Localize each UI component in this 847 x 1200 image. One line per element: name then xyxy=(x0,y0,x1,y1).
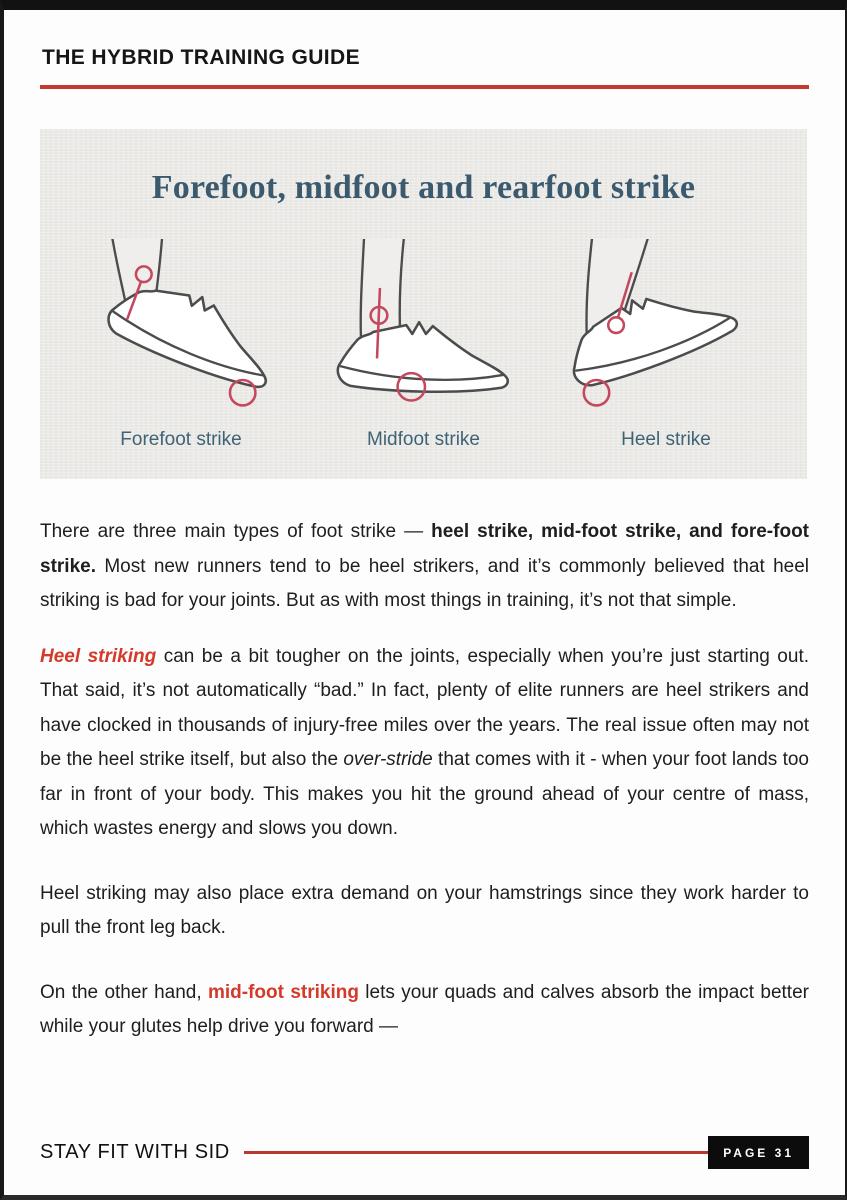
body-text-run: On the other hand, xyxy=(40,981,208,1003)
figure-row xyxy=(54,239,793,451)
body-text-run: that comes with it - when your foot lands too far in front of your body. This makes you hit the ground ahead of your centre of mass, which wastes energy and slows you down. xyxy=(40,749,809,839)
bold-text-run: heel strike, mid-foot strike, and fore-foot strike. xyxy=(40,521,809,577)
forefoot-strike-illustration xyxy=(68,239,294,425)
heel-strike-illustration xyxy=(553,239,779,425)
heel-striking-highlight: Heel striking xyxy=(40,645,157,667)
shoe-tilted-toe-up xyxy=(557,267,741,395)
foot-strike-figure-panel xyxy=(40,129,807,479)
body-text-run: can be a bit tougher on the joints, especially when you’re just starting out. That said, it’s not automatically “bad.” In fact, plenty of elite runners are heel strikers and have clocked in thousands of injury-free miles over the years. The real issue often may not be the heel strike itself, but also the xyxy=(40,645,809,770)
forefoot-strike-figure xyxy=(60,239,302,451)
midfoot-striking-highlight: mid-foot striking xyxy=(208,981,359,1003)
brand-name: STAY FIT WITH SID xyxy=(40,1141,230,1163)
body-text-run: Most new runners tend to be heel strikers, and it’s commonly believed that heel striking is bad for your joints. But as with most things in training, it’s not that simple. xyxy=(40,555,809,611)
page-title: THE HYBRID TRAINING GUIDE xyxy=(42,46,361,69)
page-number-badge: PAGE 31 xyxy=(708,1136,809,1169)
midfoot-strike-illustration xyxy=(311,239,537,425)
body-text-run: lets your quads and calves absorb the impact better while your glutes help drive you forward — xyxy=(40,981,809,1037)
footer-divider xyxy=(244,1151,708,1154)
body-text-run: There are three main types of foot strike — xyxy=(40,521,432,542)
shoe-outline xyxy=(557,267,741,395)
paragraph-foot-strike-types xyxy=(40,515,809,619)
midfoot-strike-figure xyxy=(303,239,545,451)
midfoot-strike-label: Midfoot strike xyxy=(367,429,480,450)
paragraph-hamstrings xyxy=(40,877,809,946)
forefoot-strike-label: Forefoot strike xyxy=(120,429,242,450)
body-text-run: Heel striking may also place extra demand on your hamstrings since they work harder to pull the front leg back. xyxy=(40,882,809,938)
page-footer xyxy=(40,1136,809,1169)
article-body xyxy=(40,515,809,1066)
paragraph-midfoot-striking xyxy=(40,976,809,1045)
figure-title: Forefoot, midfoot and rearfoot strike xyxy=(151,169,696,206)
italic-text-run: over-stride xyxy=(343,749,433,770)
header-divider xyxy=(40,85,809,89)
heel-strike-figure xyxy=(545,239,787,451)
heel-strike-label: Heel strike xyxy=(621,429,711,450)
paragraph-heel-striking xyxy=(40,640,809,847)
